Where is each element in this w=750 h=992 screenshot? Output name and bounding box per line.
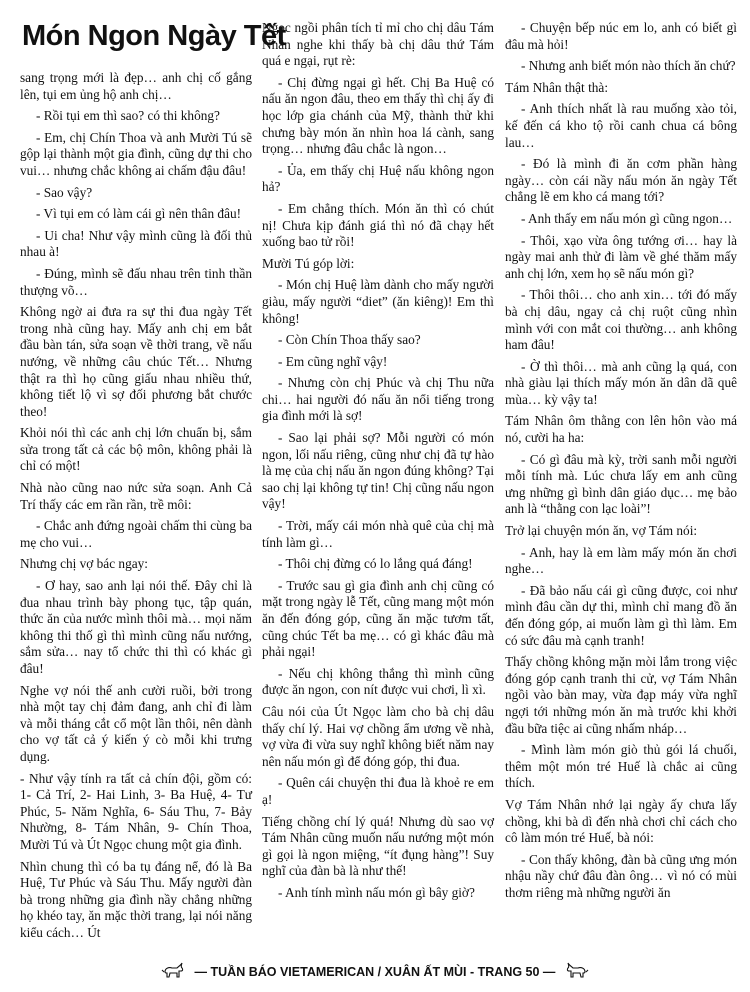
paragraph: - Trời, mấy cái món nhà quê của chị mà tính làm gì… <box>262 518 494 550</box>
paragraph: Nghe vợ nói thế anh cười ruồi, bởi trong nhà một tay chị đảm đang, anh chỉ đi làm và mỗi tháng cắt cổ một lần thôi, nên dành cho vợ tất cả ý kiến ý cò mỗi khi trưng dụng. <box>20 682 252 764</box>
paragraph: Tám Nhân thật thà: <box>505 79 609 95</box>
paragraph: - Còn Chín Thoa thấy sao? <box>278 332 421 348</box>
paragraph: - Nhưng còn chị Phúc và chị Thu nữa chi… hai người đó nấu ăn nổi tiếng trong gia đình mới là sợ! <box>262 375 494 424</box>
paragraph: - Thôi, xạo vừa ông tướng ơi… hay là ngày mai anh thử đi làm về ghé thăm mấy anh chị lớn, xem họ sẽ nấu món gì? <box>505 232 737 281</box>
goat-icon <box>161 962 185 982</box>
paragraph: - Anh thấy em nấu món gì cũng ngon… <box>521 210 733 226</box>
paragraph: - Chị đừng ngại gì hết. Chị Ba Huệ có nấu ăn ngon đâu, theo em thấy thì chị ấy đi học lớp gia chánh của Mỹ, thành thử khi chưng bày món ăn nhìn hoa lá cành, sang trọng… nhưng đâu chắc là ngon… <box>262 74 494 157</box>
paragraph: - Em cũng nghĩ vậy! <box>278 353 388 369</box>
page-footer <box>0 962 750 982</box>
paragraph: Nhưng chị vợ bác ngay: <box>20 556 148 572</box>
paragraph: - Ui cha! Như vậy mình cũng là đối thủ nhau à! <box>20 227 252 260</box>
paragraph: Ngọc ngồi phân tích tỉ mỉ cho chị dâu Tám Nhân nghe khi thấy bà chị dâu thứ Tám quá e ngại, rụt rè: <box>262 20 494 69</box>
article-title: Món Ngon Ngày Tết <box>22 20 286 52</box>
paragraph: - Như vậy tính ra tất cả chín đội, gồm có: 1- Cả Trí, 2- Hai Linh, 3- Ba Huệ, 4- Tư Phúc, 5- Năm Nghĩa, 6- Sáu Thu, 7- Bảy Nhường, 8- Tám Nhân, 9- Chín Thoa, Mười Tú và Út Ngọc chung một gia đình. <box>20 770 252 852</box>
paragraph: - Nhưng anh biết món nào thích ăn chứ? <box>521 58 736 74</box>
article-column-1 <box>20 70 252 947</box>
paragraph: - Anh tính mình nấu món gì bây giờ? <box>278 884 475 900</box>
paragraph: - Ơ hay, sao anh lại nói thế. Đây chỉ là đua nhau trình bày phong tục, tập quán, thức ăn của nước mình thôi mà… mọi năm không thi thố gì thì mình cũng nấu nướng, sắm sửa… nay tổ chức thi thì có khác gì đâu! <box>20 578 252 676</box>
paragraph: Câu nói của Út Ngọc làm cho bà chị dâu thấy chí lý. Hai vợ chồng ẩm ương về nhà, vợ vừa đi vừa suy nghĩ không biết năm nay nên nấu món gì để đóng góp, thi đua. <box>262 703 494 769</box>
paragraph: Không ngờ ai đưa ra sự thi đua ngày Tết trong nhà cũng hay. Mấy anh chị em bắt đầu bàn tán, sửa soạn về thời trang, về nấu nướng, về những câu chúc Tết… Nhưng thật ra thì họ cũng giấu nhau nhiều thứ, không tiết lộ vì sợ đối phương bắt chước theo! <box>20 304 252 419</box>
paragraph: - Mình làm món giò thủ gói lá chuối, thêm một món tré Huế là chắc ai cũng thích. <box>505 742 737 791</box>
paragraph: Tiếng chồng chí lý quá! Nhưng dù sao vợ Tám Nhân cũng muốn nấu nướng một món gì gọi là ngon miệng, “ít đụng hàng”! Suy nghĩ của đàn bà là như thế! <box>262 813 494 879</box>
paragraph: - Anh, hay là em làm mấy món ăn chơi nghe… <box>505 544 737 577</box>
paragraph: - Em chẳng thích. Món ăn thì có chút nị! Chưa kịp đánh giá thì nó đã chạy hết xuống bao tử rồi! <box>262 200 494 250</box>
paragraph: - Thôi thôi… cho anh xin… tới đó mấy bà chị dâu, ngay cả chị ruột cũng nhìn mình với con mắt coi thường… anh không ham đâu! <box>505 287 737 353</box>
paragraph: - Đúng, mình sẽ đấu nhau trên tinh thần thượng võ… <box>20 265 252 298</box>
paragraph: - Đã bảo nấu cái gì cũng được, coi như mình đâu cần dự thi, mình chỉ mang đồ ăn đến đóng góp, ai muốn làm gì thì làm. Em có sức đâu mà cạnh tranh! <box>505 582 737 648</box>
paragraph: - Vì tụi em có làm cái gì nên thân đâu! <box>36 206 242 222</box>
paragraph: - Nếu chị không thắng thì mình cũng được ăn ngon, con nít được vui chơi, lì xì. <box>262 665 494 698</box>
paragraph: - Thôi chị đừng có lo lắng quá đáng! <box>278 556 473 572</box>
paragraph: - Sao vậy? <box>36 184 93 200</box>
paragraph: - Có gì đâu mà kỳ, trời sanh mỗi người mỗi tính mà. Lúc chưa lấy em anh cũng ưng những gì bình dân giáo dục… mẹ bảo anh là “thằng con lạc loài”! <box>505 451 737 517</box>
article-column-3 <box>505 20 737 907</box>
paragraph: - Trước sau gì gia đình anh chị cũng có mặt trong ngày lễ Tết, cũng mang một món ăn đến đóng góp, cũng ăn mặc tươm tất, cũng chúc Tết ba mẹ… có gì khác đâu mà phải ngại! <box>262 577 494 660</box>
paragraph: Khỏi nói thì các anh chị lớn chuẩn bị, sắm sửa trong tất cả các bộ môn, không phải là chỉ có một! <box>20 425 252 474</box>
paragraph: - Chắc anh đứng ngoài chấm thi cùng ba mẹ cho vui… <box>20 518 252 550</box>
paragraph: sang trọng mới là đẹp… anh chị cố gắng lên, tụi em ủng hộ anh chị… <box>20 70 252 102</box>
paragraph: - Anh thích nhất là rau muống xào tỏi, kế đến cá kho tộ rồi canh chua cá bông lau… <box>505 101 737 150</box>
paragraph: - Em, chị Chín Thoa và anh Mười Tú sẽ gộp lại thành một gia đình, cũng dự thi cho vui… nhưng chắc không ai chấm đậu đâu! <box>20 129 252 178</box>
paragraph: - Món chị Huệ làm dành cho mấy người giàu, mấy người “diet” (ăn kiêng)! Em thì không! <box>262 277 494 326</box>
paragraph: - Ủa, em thấy chị Huệ nấu không ngon hả? <box>262 162 494 195</box>
paragraph: Thấy chồng không mặn mòi lắm trong việc đóng góp cạnh tranh thi cử, vợ Tám Nhân ngồi vào bàn may, vừa đạp máy vừa nghĩ ngợi tới những món ăn mà trước khi khởi đầu bữa tiệc ai cũng nhấm nháp… <box>505 654 737 736</box>
paragraph: Trở lại chuyện món ăn, vợ Tám nói: <box>505 523 698 539</box>
paragraph: Mười Tú góp lời: <box>262 255 355 271</box>
paragraph: Tám Nhân ôm thằng con lên hôn vào má nó, cười ha ha: <box>505 413 737 446</box>
paragraph: Nhìn chung thì có ba tụ đáng nể, đó là Ba Huệ, Tư Phúc và Sáu Thu. Mấy người đàn bà trong những gia đình nầy chẳng những họ khéo tay, ăn mặc thời trang, lại nói năng kiểu cách… Út <box>20 858 252 940</box>
paragraph: Vợ Tám Nhân nhớ lại ngày ấy chưa lấy chồng, khi bà dì đến nhà chơi chỉ cách cho cô làm món tré Huế, bà nói: <box>505 796 737 846</box>
paragraph: Nhà nào cũng nao nức sửa soạn. Anh Cả Trí thấy các em rần rần, trề môi: <box>20 480 252 512</box>
paragraph: - Chuyện bếp núc em lo, anh có biết gì đâu mà hỏi! <box>505 20 737 52</box>
paragraph: - Con thấy không, đàn bà cũng ưng món nhậu nầy chứ đâu đàn ông… vì nó có mùi thơm riêng mà những người ăn <box>505 851 737 900</box>
article-column-2 <box>262 20 494 907</box>
paragraph: - Sao lại phải sợ? Mỗi người có món ngon, lối nấu riêng, cũng như chị đã tự hào là mẹ của chị nấu ăn ngon đúng không? Tại sao chị lại không tự tin! Chị cũng nấu ngon vậy! <box>262 430 495 512</box>
goat-icon <box>565 962 589 982</box>
paragraph: - Rồi tụi em thì sao? có thi không? <box>36 108 220 124</box>
paragraph: - Quên cái chuyện thi đua là khoẻ re em ạ! <box>262 775 494 807</box>
footer-text: — TUẦN BÁO VIETAMERICAN / XUÂN ẤT MÙI - TRANG 50 — <box>194 965 556 979</box>
paragraph: - Ờ thì thôi… mà anh cũng lạ quá, con nhà giàu lại thích mấy món ăn dân dã quê mùa… kỳ vậy ta! <box>505 358 737 407</box>
paragraph: - Đó là mình đi ăn cơm phần hàng ngày… còn cái nầy nấu món ăn ngày Tết chẳng lẽ em kho cá mang tới? <box>505 156 737 205</box>
